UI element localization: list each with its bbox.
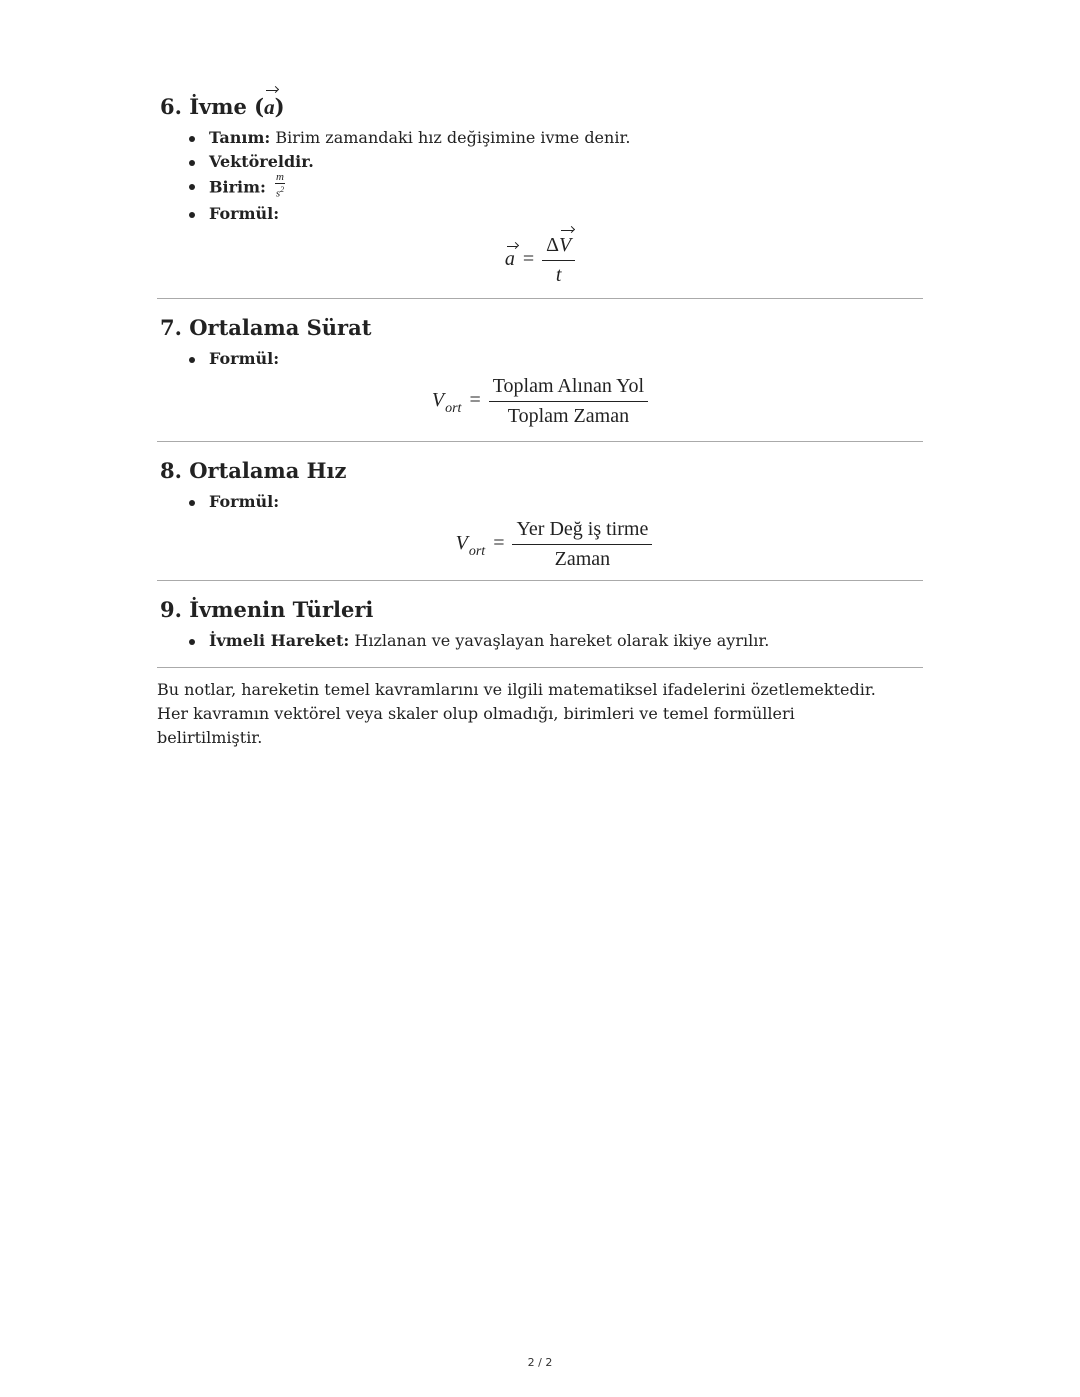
formula-lhs (455, 532, 486, 560)
formula-denominator: Zaman (554, 548, 611, 571)
list-item (209, 150, 923, 174)
formula-fraction (542, 232, 575, 287)
formula-equals: = (493, 532, 505, 555)
vector-a-symbol: a (264, 92, 275, 122)
formula-lhs-var: V (431, 389, 445, 412)
formula-average-speed (157, 371, 923, 431)
item-label: Tanım: (209, 128, 271, 147)
section-heading (160, 92, 923, 122)
item-label: Formül: (209, 203, 280, 223)
formula-lhs-sub: ort (445, 401, 462, 417)
formula-numerator (542, 232, 575, 261)
formula-equals: = (469, 389, 481, 412)
summary-paragraph (157, 678, 923, 750)
formula-average-velocity (185, 514, 923, 574)
vector-v-symbol: V (558, 234, 572, 257)
unit-fraction (275, 172, 285, 200)
list-item (209, 347, 923, 371)
section-divider (157, 298, 923, 299)
item-label: Formül: (209, 348, 280, 368)
list-item (209, 490, 923, 514)
section-ivmenin-turleri (157, 595, 923, 653)
formula-numerator: Yer Değ iş tirme (512, 516, 652, 545)
item-label: Vektöreldir. (209, 152, 314, 171)
formula-lhs-sub: ort (468, 544, 486, 560)
formula-numerator: Toplam Alınan Yol (489, 373, 648, 402)
item-label: Formül: (209, 491, 280, 511)
formula-equals: = (522, 248, 535, 271)
bullet-list (157, 126, 923, 226)
formula-fraction (512, 516, 652, 571)
summary-line: Her kavramın vektörel veya skaler olup olmadığı, birimleri ve temel formülleri (157, 703, 795, 723)
formula-lhs-var: V (455, 532, 468, 555)
section-divider (157, 667, 923, 668)
item-label: İvmeli Hareket: (209, 630, 350, 650)
list-item (209, 202, 923, 226)
summary-line: belirtilmiştir. (157, 727, 263, 747)
summary-line: Bu notlar, hareketin temel kavramlarını ve ilgili matematiksel ifadelerini özetlemektedir. (157, 679, 876, 699)
section-divider (157, 441, 923, 442)
bullet-list (157, 490, 923, 514)
formula-denominator: t (555, 264, 562, 287)
section-ortalama-hiz (157, 456, 923, 574)
heading-suffix: ) (274, 94, 285, 119)
document-page (157, 92, 923, 750)
formula-lhs (431, 389, 462, 417)
formula-fraction (489, 373, 648, 428)
delta-symbol: Δ (546, 234, 559, 257)
section-heading: 7. Ortalama Sürat (160, 314, 372, 340)
section-heading: 9. İvmenin Türleri (160, 596, 374, 622)
item-label: Birim: (209, 177, 266, 197)
formula-lhs: a (504, 248, 515, 271)
section-ortalama-surat (157, 313, 923, 431)
formula-acceleration (157, 228, 923, 292)
unit-denominator (276, 184, 284, 200)
section-ivme (157, 92, 923, 292)
heading-text: 6. İvme ( (160, 94, 265, 119)
formula-denominator: Toplam Zaman (507, 405, 630, 428)
unit-numerator: m (276, 171, 284, 183)
section-heading: 8. Ortalama Hız (160, 457, 347, 483)
bullet-list (157, 347, 923, 371)
page-number: 2 / 2 (527, 1356, 553, 1369)
list-item (209, 629, 923, 653)
list-item (209, 171, 923, 202)
list-item (209, 126, 923, 150)
section-divider (157, 580, 923, 581)
unit-exponent: 2 (280, 185, 285, 194)
item-text: Hızlanan ve yavaşlayan hareket olarak ikiye ayrılır. (349, 630, 770, 650)
bullet-list (157, 629, 923, 653)
item-text: Birim zamandaki hız değişimine ivme denir. (270, 128, 631, 147)
unit-den-base: s (275, 187, 281, 200)
